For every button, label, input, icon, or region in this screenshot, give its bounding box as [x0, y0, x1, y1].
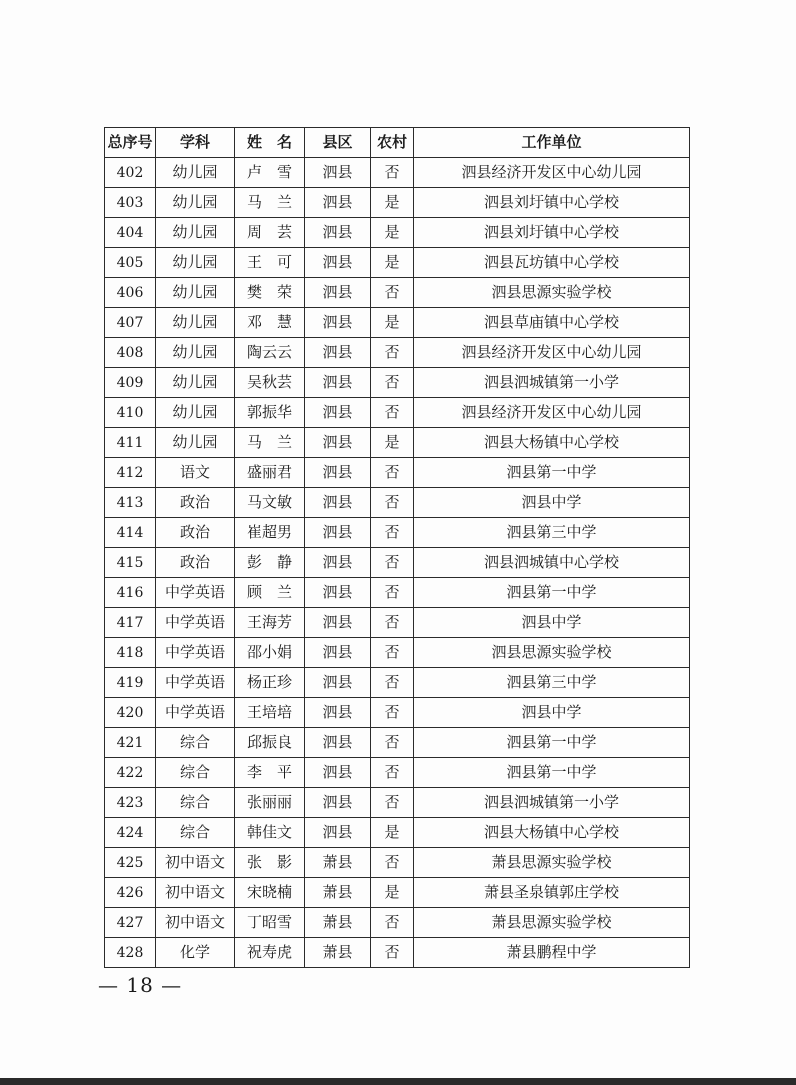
cell-county: 萧县 — [305, 908, 371, 938]
cell-name: 周 芸 — [235, 218, 305, 248]
cell-workplace: 泗县泗城镇第一小学 — [414, 368, 690, 398]
cell-county: 泗县 — [305, 218, 371, 248]
cell-county: 泗县 — [305, 368, 371, 398]
cell-county: 泗县 — [305, 278, 371, 308]
header-subject: 学科 — [156, 128, 235, 158]
table-row — [105, 428, 690, 458]
cell-name: 王培培 — [235, 698, 305, 728]
cell-rural: 否 — [371, 368, 414, 398]
cell-serial-number: 417 — [105, 608, 156, 638]
cell-subject: 中学英语 — [156, 698, 235, 728]
cell-workplace: 萧县圣泉镇郭庄学校 — [414, 878, 690, 908]
cell-workplace: 泗县刘圩镇中心学校 — [414, 188, 690, 218]
table-row — [105, 158, 690, 188]
cell-county: 泗县 — [305, 458, 371, 488]
header-county: 县区 — [305, 128, 371, 158]
cell-subject: 政治 — [156, 488, 235, 518]
cell-rural: 是 — [371, 308, 414, 338]
cell-serial-number: 428 — [105, 938, 156, 968]
cell-rural: 否 — [371, 488, 414, 518]
cell-subject: 初中语文 — [156, 848, 235, 878]
cell-serial-number: 426 — [105, 878, 156, 908]
table-row — [105, 368, 690, 398]
cell-name: 郭振华 — [235, 398, 305, 428]
cell-county: 泗县 — [305, 488, 371, 518]
cell-county: 泗县 — [305, 698, 371, 728]
table-row — [105, 218, 690, 248]
cell-rural: 否 — [371, 908, 414, 938]
cell-rural: 否 — [371, 398, 414, 428]
cell-rural: 否 — [371, 518, 414, 548]
table-row — [105, 308, 690, 338]
cell-subject: 幼儿园 — [156, 428, 235, 458]
cell-serial-number: 423 — [105, 788, 156, 818]
cell-rural: 否 — [371, 758, 414, 788]
table-row — [105, 938, 690, 968]
cell-workplace: 泗县第三中学 — [414, 668, 690, 698]
cell-workplace: 泗县草庙镇中心学校 — [414, 308, 690, 338]
cell-serial-number: 403 — [105, 188, 156, 218]
cell-county: 泗县 — [305, 188, 371, 218]
table-row — [105, 398, 690, 428]
table-row — [105, 488, 690, 518]
cell-workplace: 泗县中学 — [414, 698, 690, 728]
cell-serial-number: 415 — [105, 548, 156, 578]
table-row — [105, 848, 690, 878]
cell-serial-number: 422 — [105, 758, 156, 788]
cell-name: 邱振良 — [235, 728, 305, 758]
header-rural: 农村 — [371, 128, 414, 158]
cell-county: 萧县 — [305, 878, 371, 908]
cell-serial-number: 404 — [105, 218, 156, 248]
cell-subject: 综合 — [156, 788, 235, 818]
cell-serial-number: 416 — [105, 578, 156, 608]
cell-serial-number: 402 — [105, 158, 156, 188]
cell-name: 马 兰 — [235, 428, 305, 458]
cell-rural: 否 — [371, 788, 414, 818]
cell-workplace: 泗县经济开发区中心幼儿园 — [414, 338, 690, 368]
cell-rural: 否 — [371, 698, 414, 728]
cell-name: 顾 兰 — [235, 578, 305, 608]
cell-subject: 幼儿园 — [156, 158, 235, 188]
cell-subject: 幼儿园 — [156, 338, 235, 368]
cell-rural: 是 — [371, 218, 414, 248]
table-row — [105, 728, 690, 758]
cell-name: 崔超男 — [235, 518, 305, 548]
cell-serial-number: 420 — [105, 698, 156, 728]
cell-serial-number: 405 — [105, 248, 156, 278]
cell-name: 马文敏 — [235, 488, 305, 518]
cell-workplace: 萧县思源实验学校 — [414, 848, 690, 878]
table-row — [105, 188, 690, 218]
cell-workplace: 泗县第三中学 — [414, 518, 690, 548]
cell-county: 泗县 — [305, 638, 371, 668]
table-row — [105, 758, 690, 788]
cell-workplace: 泗县第一中学 — [414, 758, 690, 788]
cell-rural: 是 — [371, 878, 414, 908]
cell-subject: 政治 — [156, 548, 235, 578]
cell-subject: 幼儿园 — [156, 398, 235, 428]
cell-serial-number: 406 — [105, 278, 156, 308]
cell-name: 陶云云 — [235, 338, 305, 368]
cell-name: 李 平 — [235, 758, 305, 788]
cell-name: 丁昭雪 — [235, 908, 305, 938]
cell-subject: 幼儿园 — [156, 368, 235, 398]
cell-name: 王 可 — [235, 248, 305, 278]
cell-serial-number: 414 — [105, 518, 156, 548]
cell-rural: 否 — [371, 458, 414, 488]
table-row — [105, 278, 690, 308]
cell-serial-number: 421 — [105, 728, 156, 758]
cell-county: 泗县 — [305, 668, 371, 698]
scan-bottom-edge — [0, 1078, 796, 1085]
cell-name: 韩佳文 — [235, 818, 305, 848]
cell-workplace: 萧县思源实验学校 — [414, 908, 690, 938]
cell-serial-number: 413 — [105, 488, 156, 518]
cell-workplace: 泗县泗城镇第一小学 — [414, 788, 690, 818]
cell-subject: 化学 — [156, 938, 235, 968]
cell-name: 王海芳 — [235, 608, 305, 638]
cell-subject: 综合 — [156, 818, 235, 848]
cell-name: 吴秋芸 — [235, 368, 305, 398]
cell-name: 祝寿虎 — [235, 938, 305, 968]
cell-workplace: 泗县大杨镇中心学校 — [414, 818, 690, 848]
cell-name: 樊 荣 — [235, 278, 305, 308]
cell-county: 泗县 — [305, 608, 371, 638]
table-row — [105, 578, 690, 608]
cell-subject: 初中语文 — [156, 908, 235, 938]
table-header-row — [105, 128, 690, 158]
cell-name: 杨正珍 — [235, 668, 305, 698]
cell-county: 泗县 — [305, 758, 371, 788]
cell-county: 泗县 — [305, 398, 371, 428]
cell-serial-number: 407 — [105, 308, 156, 338]
cell-rural: 否 — [371, 848, 414, 878]
cell-rural: 否 — [371, 578, 414, 608]
cell-county: 泗县 — [305, 728, 371, 758]
table-row — [105, 608, 690, 638]
cell-rural: 否 — [371, 548, 414, 578]
cell-serial-number: 418 — [105, 638, 156, 668]
cell-subject: 初中语文 — [156, 878, 235, 908]
cell-name: 彭 静 — [235, 548, 305, 578]
cell-county: 泗县 — [305, 818, 371, 848]
table-body — [105, 158, 690, 968]
cell-subject: 幼儿园 — [156, 188, 235, 218]
cell-subject: 语文 — [156, 458, 235, 488]
cell-county: 泗县 — [305, 248, 371, 278]
cell-workplace: 泗县思源实验学校 — [414, 278, 690, 308]
cell-workplace: 泗县第一中学 — [414, 578, 690, 608]
table-row — [105, 458, 690, 488]
cell-subject: 政治 — [156, 518, 235, 548]
cell-serial-number: 427 — [105, 908, 156, 938]
table-row — [105, 518, 690, 548]
cell-workplace: 泗县经济开发区中心幼儿园 — [414, 158, 690, 188]
cell-name: 张丽丽 — [235, 788, 305, 818]
cell-rural: 否 — [371, 158, 414, 188]
cell-subject: 幼儿园 — [156, 308, 235, 338]
cell-county: 泗县 — [305, 338, 371, 368]
cell-subject: 综合 — [156, 758, 235, 788]
cell-workplace: 泗县刘圩镇中心学校 — [414, 218, 690, 248]
cell-workplace: 泗县中学 — [414, 608, 690, 638]
cell-serial-number: 419 — [105, 668, 156, 698]
cell-workplace: 泗县中学 — [414, 488, 690, 518]
cell-rural: 否 — [371, 638, 414, 668]
cell-name: 宋晓楠 — [235, 878, 305, 908]
cell-subject: 幼儿园 — [156, 218, 235, 248]
header-serial-number: 总序号 — [105, 128, 156, 158]
cell-rural: 否 — [371, 338, 414, 368]
cell-rural: 是 — [371, 428, 414, 458]
cell-workplace: 泗县经济开发区中心幼儿园 — [414, 398, 690, 428]
cell-rural: 是 — [371, 248, 414, 278]
cell-workplace: 泗县瓦坊镇中心学校 — [414, 248, 690, 278]
page-number: — 18 — — [98, 973, 183, 997]
cell-rural: 否 — [371, 608, 414, 638]
cell-name: 马 兰 — [235, 188, 305, 218]
cell-rural: 是 — [371, 188, 414, 218]
cell-workplace: 萧县鹏程中学 — [414, 938, 690, 968]
cell-serial-number: 409 — [105, 368, 156, 398]
table-row — [105, 698, 690, 728]
cell-rural: 否 — [371, 728, 414, 758]
cell-county: 泗县 — [305, 518, 371, 548]
cell-serial-number: 412 — [105, 458, 156, 488]
cell-name: 邓 慧 — [235, 308, 305, 338]
cell-county: 萧县 — [305, 938, 371, 968]
cell-county: 泗县 — [305, 428, 371, 458]
cell-subject: 中学英语 — [156, 668, 235, 698]
table-row — [105, 248, 690, 278]
table-row — [105, 908, 690, 938]
cell-subject: 中学英语 — [156, 608, 235, 638]
header-workplace: 工作单位 — [414, 128, 690, 158]
cell-subject: 综合 — [156, 728, 235, 758]
cell-workplace: 泗县泗城镇中心学校 — [414, 548, 690, 578]
cell-rural: 否 — [371, 938, 414, 968]
table-row — [105, 878, 690, 908]
header-name: 姓 名 — [235, 128, 305, 158]
cell-county: 泗县 — [305, 158, 371, 188]
cell-workplace: 泗县第一中学 — [414, 728, 690, 758]
cell-subject: 中学英语 — [156, 638, 235, 668]
cell-serial-number: 411 — [105, 428, 156, 458]
cell-serial-number: 410 — [105, 398, 156, 428]
cell-name: 邵小娟 — [235, 638, 305, 668]
cell-county: 萧县 — [305, 848, 371, 878]
table-row — [105, 638, 690, 668]
cell-serial-number: 425 — [105, 848, 156, 878]
cell-county: 泗县 — [305, 308, 371, 338]
cell-subject: 幼儿园 — [156, 278, 235, 308]
table-row — [105, 668, 690, 698]
table-row — [105, 818, 690, 848]
cell-county: 泗县 — [305, 548, 371, 578]
cell-subject: 中学英语 — [156, 578, 235, 608]
cell-name: 张 影 — [235, 848, 305, 878]
cell-county: 泗县 — [305, 578, 371, 608]
table-row — [105, 788, 690, 818]
table-row — [105, 338, 690, 368]
cell-workplace: 泗县第一中学 — [414, 458, 690, 488]
cell-rural: 否 — [371, 668, 414, 698]
cell-serial-number: 408 — [105, 338, 156, 368]
cell-rural: 否 — [371, 278, 414, 308]
cell-rural: 是 — [371, 818, 414, 848]
cell-county: 泗县 — [305, 788, 371, 818]
cell-workplace: 泗县思源实验学校 — [414, 638, 690, 668]
roster-table — [104, 127, 690, 968]
table-row — [105, 548, 690, 578]
cell-name: 盛丽君 — [235, 458, 305, 488]
cell-subject: 幼儿园 — [156, 248, 235, 278]
cell-serial-number: 424 — [105, 818, 156, 848]
cell-name: 卢 雪 — [235, 158, 305, 188]
cell-workplace: 泗县大杨镇中心学校 — [414, 428, 690, 458]
